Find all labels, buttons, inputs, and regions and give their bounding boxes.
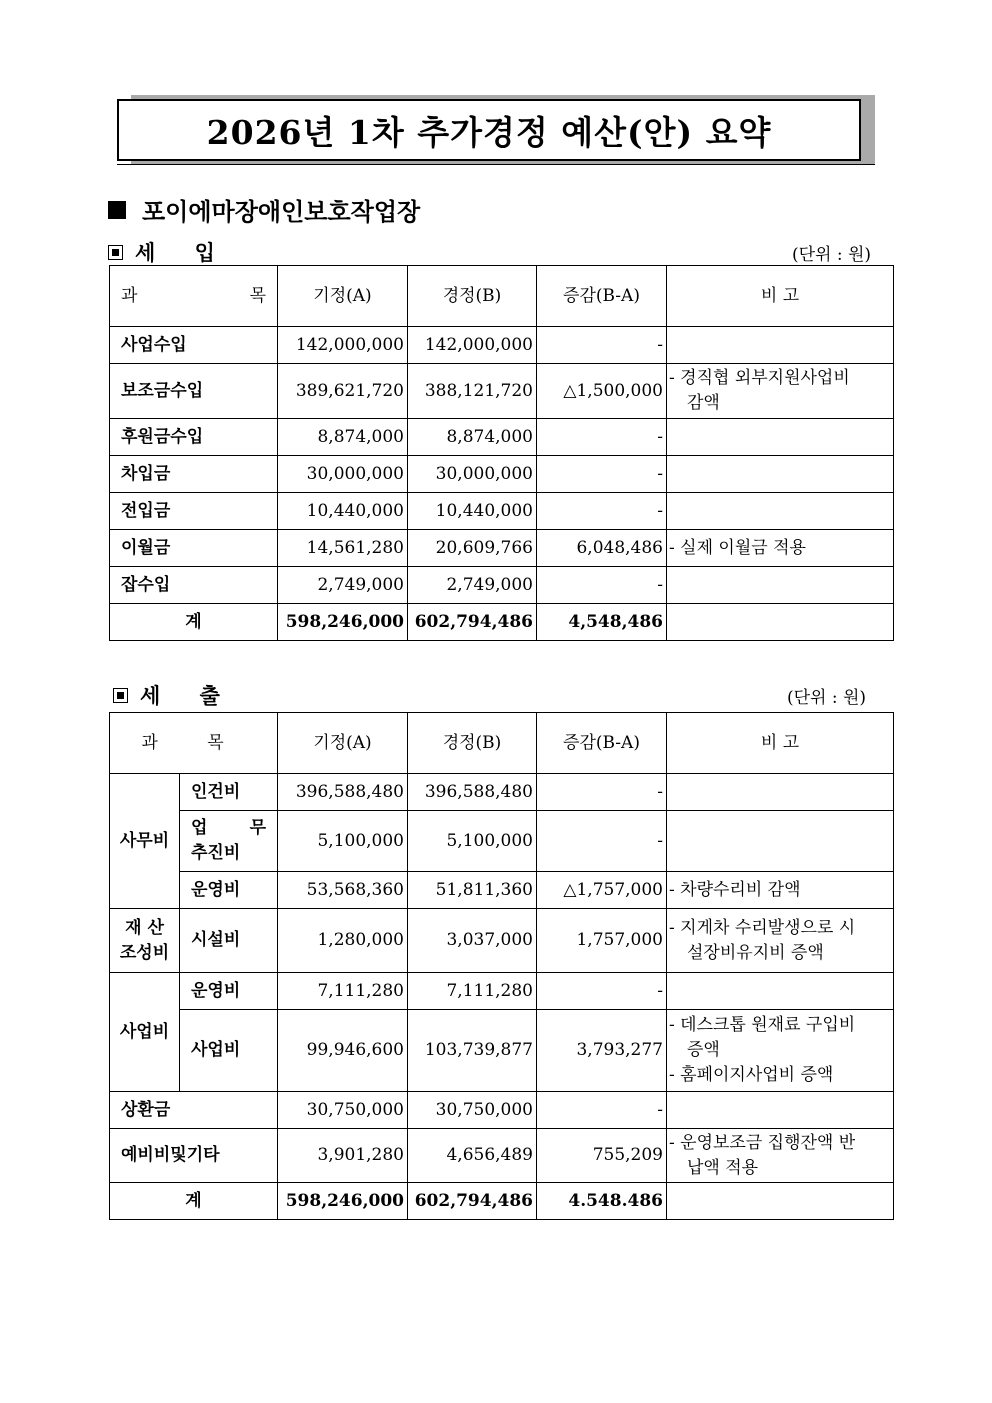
header-item: 과 목 <box>110 713 278 774</box>
header-base: 기정(A) <box>278 266 408 327</box>
row-item: 운영비 <box>180 872 278 909</box>
row-item: 인건비 <box>180 774 278 811</box>
table-row <box>110 567 894 604</box>
row-base: 10,440,000 <box>278 493 408 530</box>
row-item: 운영비 <box>180 973 278 1010</box>
expense-unit: (단위 : 원) <box>787 688 867 708</box>
total-revised: 602,794,486 <box>408 604 537 641</box>
table-row <box>110 811 894 872</box>
title-underline <box>117 164 875 165</box>
row-diff: - <box>537 973 667 1010</box>
total-label: 계 <box>110 604 278 641</box>
header-base: 기정(A) <box>278 713 408 774</box>
row-diff: - <box>537 567 667 604</box>
row-diff: - <box>537 327 667 364</box>
row-note <box>667 530 894 567</box>
row-revised: 51,811,360 <box>408 872 537 909</box>
row-base: 1,280,000 <box>278 909 408 973</box>
row-item: 시설비 <box>180 909 278 973</box>
note-line: - 홈페이지사업비 증액 <box>669 1065 834 1085</box>
row-base: 99,946,600 <box>278 1010 408 1092</box>
item-line: 업 무 <box>191 818 266 838</box>
row-base: 53,568,360 <box>278 872 408 909</box>
row-base: 5,100,000 <box>278 811 408 872</box>
note-line: 증액 <box>687 1040 720 1060</box>
income-section-heading <box>108 237 231 267</box>
row-diff: 6,048,486 <box>537 530 667 567</box>
row-note <box>667 872 894 909</box>
item-line: 추진비 <box>191 843 241 863</box>
row-revised: 8,874,000 <box>408 419 537 456</box>
row-note <box>667 973 894 1010</box>
checkbox-square-icon <box>108 245 123 260</box>
row-base: 7,111,280 <box>278 973 408 1010</box>
row-item: 예비비및기타 <box>110 1129 278 1183</box>
page-title: 2026년 1차 추가경정 예산(안) 요약 <box>117 99 861 161</box>
row-item: 차입금 <box>110 456 278 493</box>
expense-section-heading <box>113 680 236 710</box>
income-table <box>109 265 894 641</box>
row-note <box>667 774 894 811</box>
row-base: 30,000,000 <box>278 456 408 493</box>
row-base: 14,561,280 <box>278 530 408 567</box>
org-name: 포이에마장애인보호작업장 <box>142 197 421 226</box>
row-revised: 396,588,480 <box>408 774 537 811</box>
row-base: 389,621,720 <box>278 364 408 419</box>
row-item: 후원금수입 <box>110 419 278 456</box>
total-note <box>667 604 894 641</box>
group-line: 재 산 <box>125 917 164 938</box>
header-diff: 증감(B-A) <box>537 713 667 774</box>
row-note <box>667 456 894 493</box>
group-office: 사무비 <box>110 774 180 909</box>
group-biz: 사업비 <box>110 973 180 1092</box>
table-row <box>110 909 894 973</box>
table-row <box>110 872 894 909</box>
row-diff: - <box>537 1092 667 1129</box>
row-revised: 30,000,000 <box>408 456 537 493</box>
group-line: 조성비 <box>119 942 170 963</box>
checkbox-square-icon <box>113 688 128 703</box>
row-item: 잡수입 <box>110 567 278 604</box>
note-line: - 운영보조금 집행잔액 반 <box>669 1132 856 1153</box>
row-note <box>667 1092 894 1129</box>
header-revised: 경정(B) <box>408 266 537 327</box>
total-row <box>110 1183 894 1220</box>
row-base: 3,901,280 <box>278 1129 408 1183</box>
row-diff: 3,793,277 <box>537 1010 667 1092</box>
row-base: 2,749,000 <box>278 567 408 604</box>
total-note <box>667 1183 894 1220</box>
row-revised: 30,750,000 <box>408 1092 537 1129</box>
row-item: 사업수입 <box>110 327 278 364</box>
row-base: 8,874,000 <box>278 419 408 456</box>
row-item: 상환금 <box>110 1092 278 1129</box>
table-row <box>110 530 894 567</box>
header-note: 비 고 <box>667 266 894 327</box>
table-row <box>110 419 894 456</box>
row-diff: - <box>537 811 667 872</box>
expense-section-label: 세 출 <box>140 683 236 708</box>
table-row <box>110 1092 894 1129</box>
row-item: 이월금 <box>110 530 278 567</box>
row-item: 사업비 <box>180 1010 278 1092</box>
header-item: 과 목 <box>110 266 278 327</box>
row-revised: 20,609,766 <box>408 530 537 567</box>
row-diff: - <box>537 419 667 456</box>
row-revised: 10,440,000 <box>408 493 537 530</box>
row-diff: 1,757,000 <box>537 909 667 973</box>
expense-table <box>109 712 894 1220</box>
row-diff: - <box>537 493 667 530</box>
row-revised: 2,749,000 <box>408 567 537 604</box>
row-note <box>667 909 894 973</box>
table-row <box>110 973 894 1010</box>
total-label: 계 <box>110 1183 278 1220</box>
table-row <box>110 493 894 530</box>
row-revised: 5,100,000 <box>408 811 537 872</box>
row-base: 30,750,000 <box>278 1092 408 1129</box>
header-revised: 경정(B) <box>408 713 537 774</box>
row-item: 보조금수입 <box>110 364 278 419</box>
row-base: 142,000,000 <box>278 327 408 364</box>
row-revised: 7,111,280 <box>408 973 537 1010</box>
row-diff: - <box>537 456 667 493</box>
row-revised: 3,037,000 <box>408 909 537 973</box>
row-diff: △1,500,000 <box>537 364 667 419</box>
row-diff: △1,757,000 <box>537 872 667 909</box>
income-unit: (단위 : 원) <box>792 245 872 265</box>
table-row <box>110 774 894 811</box>
note-line: 납액 적용 <box>687 1157 759 1178</box>
row-note <box>667 493 894 530</box>
note-line: - 실제 이월금 적용 <box>669 537 806 558</box>
table-row <box>110 456 894 493</box>
total-row <box>110 604 894 641</box>
row-note <box>667 811 894 872</box>
total-diff: 4,548,486 <box>537 604 667 641</box>
note-line: - 데스크톱 원재료 구입비 <box>669 1015 856 1035</box>
row-revised: 388,121,720 <box>408 364 537 419</box>
table-row <box>110 1129 894 1183</box>
row-note <box>667 327 894 364</box>
table-row <box>110 364 894 419</box>
black-square-icon <box>108 201 126 219</box>
income-header-row <box>110 266 894 327</box>
row-note <box>667 1129 894 1183</box>
income-section-label: 세 입 <box>135 240 231 265</box>
row-note <box>667 567 894 604</box>
row-revised: 103,739,877 <box>408 1010 537 1092</box>
total-base: 598,246,000 <box>278 604 408 641</box>
note-line: 감액 <box>687 393 720 413</box>
group-asset <box>110 909 180 973</box>
row-revised: 142,000,000 <box>408 327 537 364</box>
total-base: 598,246,000 <box>278 1183 408 1220</box>
header-diff: 증감(B-A) <box>537 266 667 327</box>
table-row <box>110 1010 894 1092</box>
note-line: - 지게차 수리발생으로 시 <box>669 917 856 938</box>
row-base: 396,588,480 <box>278 774 408 811</box>
note-line: - 경직협 외부지원사업비 <box>669 368 850 388</box>
note-line: - 차량수리비 감액 <box>669 879 801 900</box>
header-note: 비 고 <box>667 713 894 774</box>
row-note <box>667 1010 894 1092</box>
total-revised: 602,794,486 <box>408 1183 537 1220</box>
row-item <box>180 811 278 872</box>
total-diff: 4.548.486 <box>537 1183 667 1220</box>
row-note <box>667 364 894 419</box>
row-diff: 755,209 <box>537 1129 667 1183</box>
note-line: 설장비유지비 증액 <box>687 942 824 963</box>
row-diff: - <box>537 774 667 811</box>
expense-header-row <box>110 713 894 774</box>
row-revised: 4,656,489 <box>408 1129 537 1183</box>
org-heading <box>108 192 420 227</box>
table-row <box>110 327 894 364</box>
row-item: 전입금 <box>110 493 278 530</box>
row-note <box>667 419 894 456</box>
